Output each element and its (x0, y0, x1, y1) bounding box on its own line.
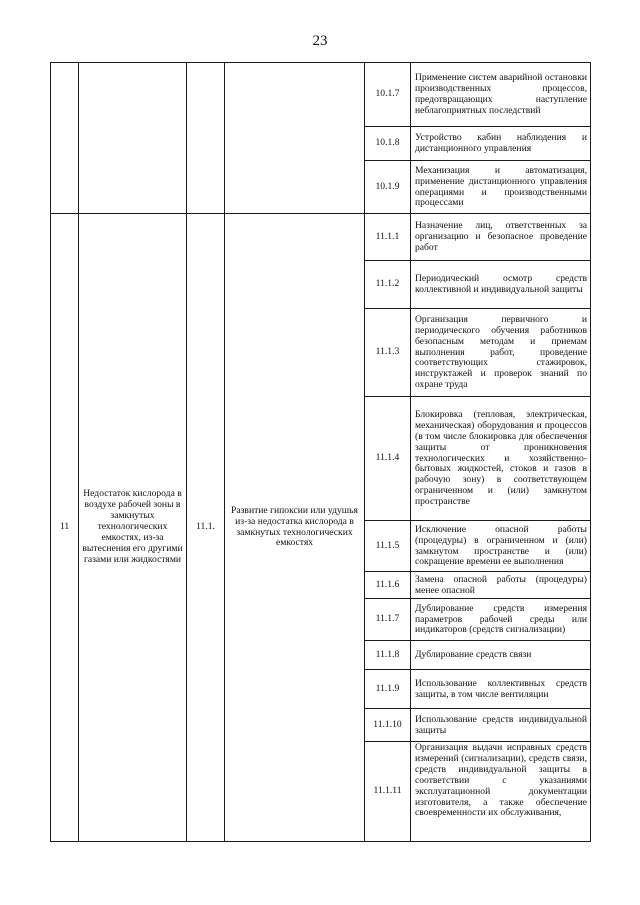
measure-code: 11.1.8 (365, 641, 411, 670)
measure-text: Механизация и автоматизация, применение дистанционного управления операциями и производственными процессами (411, 161, 591, 214)
measure-code: 11.1.11 (365, 742, 411, 842)
measure-code: 11.1.2 (365, 261, 411, 309)
page-number: 23 (312, 33, 328, 49)
measure-text: Применение систем аварийной остановки производственных процессов, предотвращающих наступление неблагоприятных последствий (411, 63, 591, 127)
measure-code: 11.1.9 (365, 670, 411, 709)
measure-text: Назначение лиц, ответственных за организацию и безопасное проведение работ (411, 214, 591, 261)
measure-code: 11.1.10 (365, 709, 411, 742)
measure-code: 10.1.9 (365, 161, 411, 214)
hazard-measures-table (50, 62, 591, 842)
table-row (51, 214, 591, 261)
measure-code: 11.1.4 (365, 397, 411, 521)
measure-code: 11.1.3 (365, 309, 411, 397)
measure-code: 11.1.1 (365, 214, 411, 261)
measure-code: 10.1.8 (365, 127, 411, 161)
measure-text: Использование средств индивидуальной защиты (411, 709, 591, 742)
measure-code: 11.1.5 (365, 521, 411, 572)
measure-text: Блокировка (тепловая, электрическая, механическая) оборудования и процессов (в том числе блокировка для обеспечения защиты от проникновения технологических и хозяйственно-бытовых жидкостей, стоков и газов в рабочую зону) в соответствующем ограниченном и (или) замкнутом пространстве (411, 397, 591, 521)
measure-text: Дублирование средств измерения параметров рабочей среды или индикаторов (средств сигнализации) (411, 599, 591, 641)
measure-code: 11.1.7 (365, 599, 411, 641)
measure-text: Замена опасной работы (процедуры) менее опасной (411, 572, 591, 599)
empty-number-cell (51, 63, 79, 214)
measure-text: Организация выдачи исправных средств измерений (сигнализации), средств связи, средств индивидуальной защиты в соответствии с указаниями эксплуатационной документации изготовителя, а также обеспечение своевременности их обслуживания, (411, 742, 591, 842)
empty-event-cell (225, 63, 365, 214)
measure-code: 11.1.6 (365, 572, 411, 599)
hazard-number: 11 (51, 214, 79, 842)
event-name: Развитие гипоксии или удушья из-за недостатка кислорода в замкнутых технологических емкостях (225, 214, 365, 842)
measure-code: 10.1.7 (365, 63, 411, 127)
event-code: 11.1. (187, 214, 225, 842)
measure-text: Дублирование средств связи (411, 641, 591, 670)
measure-text: Устройство кабин наблюдения и дистанционного управления (411, 127, 591, 161)
measure-text: Исключение опасной работы (процедуры) в ограниченном и (или) замкнутом пространстве и (или) сокращение времени ее выполнения (411, 521, 591, 572)
measure-text: Периодический осмотр средств коллективной и индивидуальной защиты (411, 261, 591, 309)
empty-hazard-cell (79, 63, 187, 214)
measure-text: Использование коллективных средств защиты, в том числе вентиляции (411, 670, 591, 709)
table-row (51, 63, 591, 127)
hazard-name: Недостаток кислорода в воздухе рабочей зоны в замкнутых технологических емкостях, из-за вытеснения его другими газами или жидкостями (79, 214, 187, 842)
empty-code-cell (187, 63, 225, 214)
measure-text: Организация первичного и периодического обучения работников безопасным методам и приемам выполнения работ, проведение соответствующих стажировок, инструктажей и проверок знаний по охране труда (411, 309, 591, 397)
